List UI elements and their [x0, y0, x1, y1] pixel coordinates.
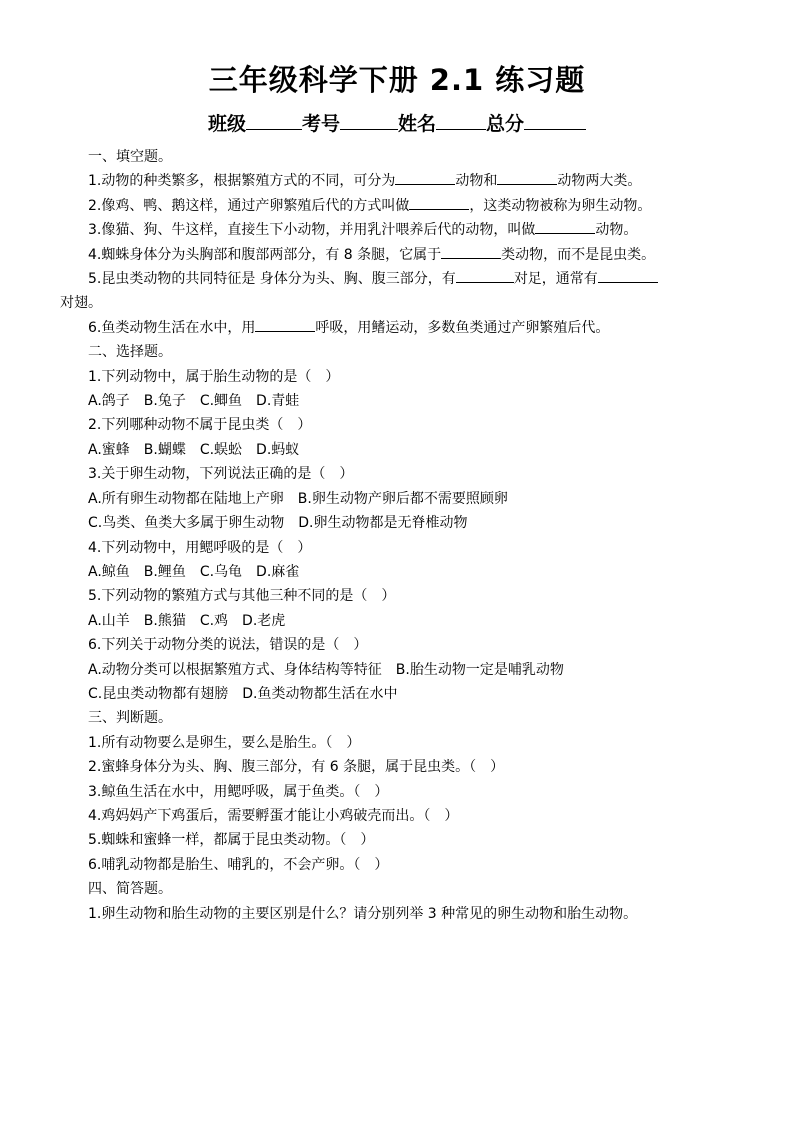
answer-blank — [441, 243, 501, 259]
question-text: 动物。 — [595, 222, 638, 239]
name-blank — [436, 109, 486, 130]
fill-question-4 — [60, 243, 740, 267]
judge-question-4: 4.鸡妈妈产下鸡蛋后，需要孵蛋才能让小鸡破壳而出。（ ） — [88, 807, 459, 824]
question-text: ，这类动物被称为卵生动物。 — [469, 197, 652, 214]
answer-blank — [395, 169, 455, 185]
question-text: 呼吸，用鳍运动，多数鱼类通过产卵繁殖后代。 — [315, 319, 610, 336]
section-heading-fill-blank: 一、填空题。 — [88, 149, 172, 165]
question-text: 3.像猫、狗、牛这样，直接生下小动物，并用乳汁喂养后代的动物，叫做 — [88, 222, 536, 239]
class-label: 班级 — [207, 113, 246, 135]
choice-options-6a: A.动物分类可以根据繁殖方式、身体结构等特征 B.胎生动物一定是哺乳动物 — [88, 661, 564, 678]
fill-question-3 — [60, 218, 740, 242]
judge-question-3: 3.鲸鱼生活在水中，用鳃呼吸，属于鱼类。（ ） — [88, 783, 389, 800]
fill-question-2 — [60, 194, 740, 218]
fill-question-5-cont: 对翅。 — [60, 295, 102, 312]
choice-options-3a: A.所有卵生动物都在陆地上产卵 B.卵生动物产卵后都不需要照顾卵 — [88, 490, 508, 507]
section-heading-short-answer: 四、简答题。 — [88, 881, 172, 898]
id-label: 考号 — [301, 113, 340, 135]
score-blank — [524, 109, 586, 130]
section-heading-choice: 二、选择题。 — [88, 344, 172, 361]
short-answer-question-1: 1.卵生动物和胎生动物的主要区别是什么？请分别列举 3 种常见的卵生动物和胎生动物。 — [88, 905, 638, 922]
choice-options-5: A.山羊 B.熊猫 C.鸡 D.老虎 — [88, 612, 286, 629]
judge-question-6: 6.哺乳动物都是胎生、哺乳的，不会产卵。（ ） — [88, 856, 389, 873]
judge-question-5: 5.蜘蛛和蜜蜂一样，都属于昆虫类动物。（ ） — [88, 832, 375, 849]
answer-blank — [255, 316, 315, 332]
question-text: 对足，通常有 — [513, 271, 598, 288]
question-text: 4.蜘蛛身体分为头胸部和腹部两部分，有 8 条腿，它属于 — [88, 246, 442, 263]
question-text: 2.像鸡、鸭、鹅这样，通过产卵繁殖后代的方式叫做 — [88, 197, 410, 214]
page-title: 三年级科学下册 2.1 练习题 — [208, 63, 586, 97]
choice-options-1: A.鸽子 B.兔子 C.鲫鱼 D.青蛙 — [88, 393, 300, 410]
answer-blank — [456, 267, 514, 283]
question-text: 类动物，而不是昆虫类。 — [501, 246, 656, 263]
question-text: 动物两大类。 — [557, 173, 642, 190]
answer-blank — [497, 169, 557, 185]
fill-question-1 — [60, 169, 740, 193]
fill-question-6 — [60, 316, 740, 340]
answer-blank — [535, 218, 595, 234]
question-text: 6.鱼类动物生活在水中，用 — [88, 319, 256, 336]
section-heading-judge: 三、判断题。 — [88, 710, 172, 727]
choice-question-4: 4.下列动物中，用鳃呼吸的是（ ） — [88, 539, 312, 556]
answer-blank — [409, 194, 469, 210]
judge-question-2: 2.蜜蜂身体分为头、胸、腹三部分，有 6 条腿，属于昆虫类。（ ） — [88, 759, 505, 776]
judge-question-1: 1.所有动物要么是卵生，要么是胎生。（ ） — [88, 734, 361, 751]
choice-options-3b: C.鸟类、鱼类大多属于卵生动物 D.卵生动物都是无脊椎动物 — [88, 515, 468, 532]
choice-options-6b: C.昆虫类动物都有翅膀 D.鱼类动物都生活在水中 — [88, 685, 398, 702]
choice-options-2: A.蜜蜂 B.蝴蝶 C.蜈蚣 D.蚂蚁 — [88, 441, 300, 458]
answer-blank — [598, 267, 658, 283]
question-text: 1.动物的种类繁多，根据繁殖方式的不同，可分为 — [88, 173, 396, 190]
id-blank — [340, 109, 398, 130]
choice-options-4: A.鲸鱼 B.鲤鱼 C.乌龟 D.麻雀 — [88, 563, 300, 580]
choice-question-5: 5.下列动物的繁殖方式与其他三种不同的是（ ） — [88, 588, 396, 605]
score-label: 总分 — [486, 113, 525, 135]
choice-question-2: 2.下列哪种动物不属于昆虫类（ ） — [88, 417, 312, 434]
choice-question-3: 3.关于卵生动物，下列说法正确的是（ ） — [88, 466, 354, 483]
fill-question-5 — [60, 267, 740, 291]
choice-question-6: 6.下列关于动物分类的说法，错误的是（ ） — [88, 637, 368, 654]
choice-question-1: 1.下列动物中，属于胎生动物的是（ ） — [88, 368, 340, 385]
worksheet-content — [60, 145, 740, 926]
question-text: 5.昆虫类动物的共同特征是 身体分为头、胸、腹三部分，有 — [88, 271, 456, 288]
question-text: 动物和 — [455, 173, 498, 190]
class-blank — [246, 109, 302, 130]
student-info-row — [0, 109, 794, 138]
name-label: 姓名 — [398, 113, 437, 135]
